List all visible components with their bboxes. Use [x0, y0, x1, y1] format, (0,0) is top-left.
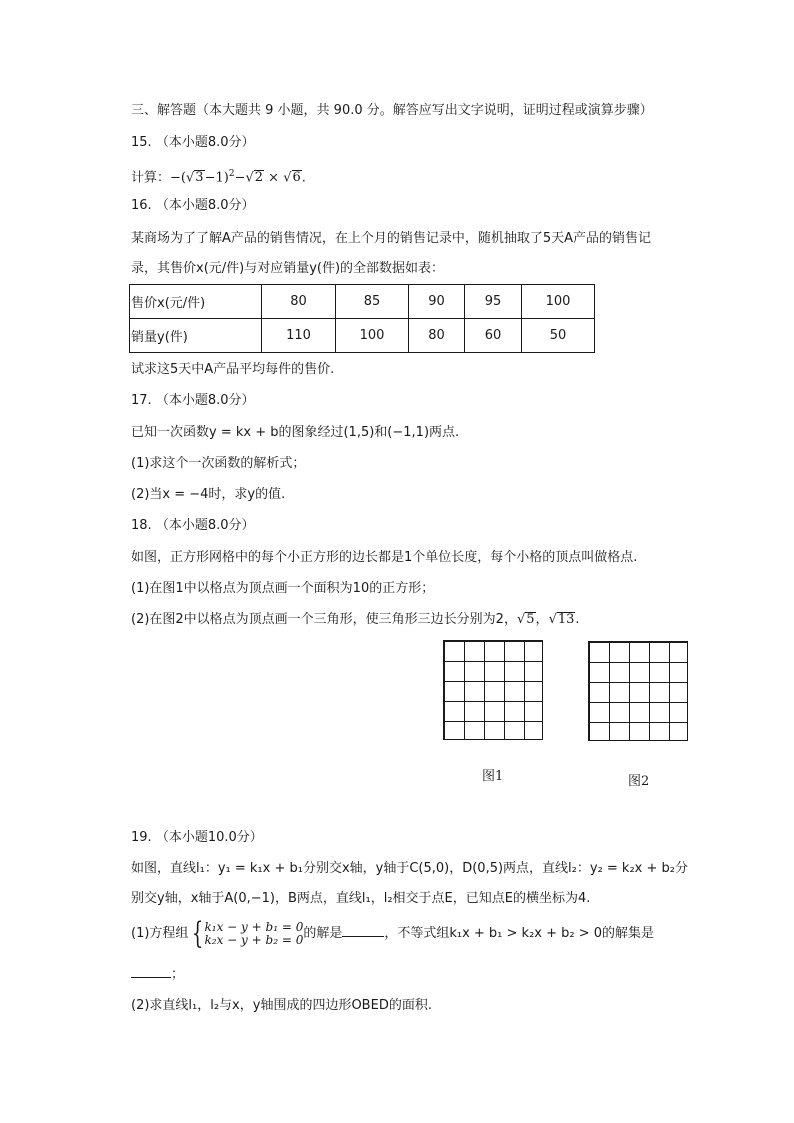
q15-heading — [131, 134, 255, 152]
q19-part1-mid2: ，不等式组k₁x + b₁ > k₂x + b₂ > 0的解集是 — [384, 926, 655, 941]
q15-exponent: 2 — [228, 169, 235, 179]
q15-expr-close: −1) — [204, 170, 229, 186]
q19-part1-continued — [131, 965, 184, 984]
answer-blank-2[interactable] — [131, 965, 171, 978]
q18-line1: 如图，正方形网格中的每个小正方形的边长都是1个单位长度，每个小格的顶点叫做格点. — [131, 550, 638, 565]
q18-radicand-2: 13 — [557, 612, 575, 627]
table-row — [130, 285, 595, 319]
q18-number: 18. — [131, 518, 152, 533]
table-cell: 50 — [522, 319, 595, 353]
equation-system — [205, 921, 304, 947]
q15-times: × — [264, 170, 284, 186]
answer-blank-1[interactable] — [342, 924, 384, 937]
q15-expression: 计算：$-(√3-1)^2-√2 \times √6$. — [131, 169, 306, 186]
q15-prefix: 计算： — [131, 170, 171, 186]
q19-part1-prefix: (1)方程组 — [131, 926, 189, 941]
q15-number: 15. — [131, 135, 152, 150]
q18-period: . — [575, 612, 580, 627]
q17-part1: (1)求这个一次函数的解析式； — [131, 456, 306, 471]
q18-heading — [131, 517, 255, 535]
q15-radicand-1: 3 — [195, 170, 204, 186]
q19-part1 — [131, 915, 655, 951]
section-header: 三、解答题（本大题共 9 小题，共 90.0 分。解答应写出文字说明，证明过程或演算步骤） — [131, 103, 653, 118]
q19-number: 19. — [131, 830, 152, 845]
q19-heading — [131, 829, 263, 847]
table-cell: 60 — [465, 319, 522, 353]
figure-1-caption: 图1 — [482, 769, 504, 784]
q19-line2: 别交y轴，x轴于A(0,−1)，B两点，直线l₁，l₂相交于点E，已知点E的横坐标为4. — [131, 891, 591, 906]
system-equation-2: k₂x − y + b₂ = 0 — [204, 932, 304, 947]
q17-part2: (2)当x = −4时，求y的值. — [131, 487, 286, 502]
q17-number: 17. — [131, 393, 152, 408]
table-cell: 100 — [336, 319, 409, 353]
q19-part1-mid: 的解是 — [303, 926, 343, 941]
table-cell: 80 — [409, 319, 465, 353]
q19-points: （本小题10.0分） — [155, 830, 263, 845]
table-cell: 90 — [409, 285, 465, 319]
q15-minus: − — [234, 170, 246, 186]
q15-radicand-3: 6 — [292, 170, 301, 186]
q16-line2: 录，其售价x(元/件)与对应销量y(件)的全部数据如表： — [131, 261, 445, 276]
table-cell: 100 — [522, 285, 595, 319]
q18-part2-text: (2)在图2中以格点为顶点画一个三角形，使三角形三边长分别为2， — [131, 612, 517, 627]
table-header-sales: 销量y(件) — [130, 319, 262, 353]
q19-line1: 如图，直线l₁：y₁ = k₁x + b₁分别交x轴，y轴于C(5,0)，D(0,5)两点，直线l₂：y₂ = k₂x + b₂分 — [131, 861, 688, 876]
q17-line1: 已知一次函数y = kx + b的图象经过(1,5)和(−1,1)两点. — [131, 425, 460, 440]
q18-separator: ， — [535, 612, 549, 627]
figure-1-grid — [443, 640, 543, 740]
q19-part1-end: ； — [171, 967, 185, 982]
q16-heading — [131, 197, 255, 215]
q16-line1: 某商场为了了解A产品的销售情况，在上个月的销售记录中，随机抽取了5天A产品的销售记 — [131, 231, 652, 246]
system-brace: { — [192, 915, 204, 951]
q15-period: . — [301, 170, 306, 186]
q16-data-table — [129, 284, 595, 353]
q17-points: （本小题8.0分） — [155, 393, 255, 408]
q15-radicand-2: 2 — [254, 170, 264, 186]
q18-part1: (1)在图1中以格点为顶点画一个面积为10的正方形； — [131, 581, 435, 596]
table-row — [130, 319, 595, 353]
q18-part2: (2)在图2中以格点为顶点画一个三角形，使三角形三边长分别为2，√5，√13. — [131, 612, 580, 627]
table-header-price: 售价x(元/件) — [130, 285, 262, 319]
q18-radicand-1: 5 — [526, 612, 535, 627]
table-cell: 110 — [262, 319, 336, 353]
q19-part2: (2)求直线l₁，l₂与x，y轴围成的四边形OBED的面积. — [131, 998, 432, 1013]
q16-question: 试求这5天中A产品平均每件的售价. — [131, 362, 335, 377]
q16-number: 16. — [131, 198, 152, 213]
q15-points: （本小题8.0分） — [155, 135, 255, 150]
q18-points: （本小题8.0分） — [155, 518, 255, 533]
figure-2-grid — [588, 641, 688, 741]
table-cell: 95 — [465, 285, 522, 319]
system-equation-1: k₁x − y + b₁ = 0 — [204, 919, 304, 934]
q17-heading — [131, 392, 255, 410]
q16-points: （本小题8.0分） — [155, 198, 255, 213]
figure-2-caption: 图2 — [628, 774, 650, 789]
table-cell: 80 — [262, 285, 336, 319]
table-cell: 85 — [336, 285, 409, 319]
q15-expr-open: −( — [170, 170, 186, 186]
